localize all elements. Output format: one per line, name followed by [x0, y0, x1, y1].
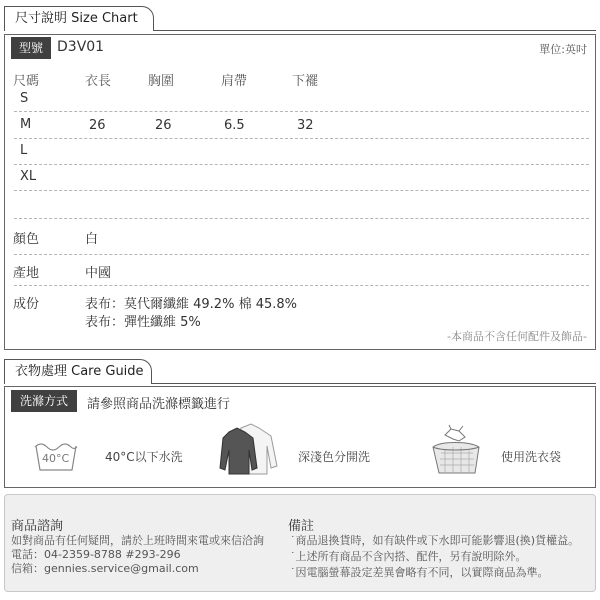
size-chart-title: 尺寸說明 Size Chart: [15, 11, 138, 26]
note-item: ˙因電腦螢幕設定差異會略有不同，以實際商品為準。: [290, 566, 549, 579]
unit-label: 單位:英吋: [539, 43, 587, 56]
size-m-hem: 32: [297, 118, 314, 133]
color-label: 顏色: [13, 232, 40, 247]
email-text: 信箱：gennies.service@gmail.com: [11, 562, 199, 575]
accessory-note: -本商品不含任何配件及飾品-: [447, 330, 587, 343]
row-divider: [14, 138, 589, 139]
material-line-2: 表布：彈性纖維 5%: [85, 315, 201, 330]
wash-temp-text: 40°C: [42, 452, 70, 465]
size-m-strap: 6.5: [224, 118, 245, 133]
care-item-bag-text: 使用洗衣袋: [501, 450, 562, 464]
size-m-length: 26: [89, 118, 106, 133]
size-chart-tab: [4, 6, 154, 31]
origin-label: 產地: [13, 266, 40, 281]
row-divider: [14, 285, 589, 286]
size-row-l-label: L: [20, 143, 28, 158]
size-chart-box: [4, 34, 596, 350]
care-guide-tab: [4, 359, 152, 384]
model-value: D3V01: [57, 39, 105, 55]
row-divider: [14, 190, 589, 191]
model-label: 型號: [11, 37, 51, 59]
wash-40c-icon: [33, 439, 79, 473]
laundry-bag-icon: [429, 423, 483, 477]
row-divider: [14, 164, 589, 165]
wash-instruction: 請參照商品洗滌標籤進行: [87, 397, 231, 412]
row-divider: [14, 218, 589, 219]
note-item: ˙商品退換貨時，如有缺件或下水即可能影響退(換)貨權益。: [290, 534, 580, 547]
col-header-length: 衣長: [85, 74, 112, 89]
shirt-icon: [219, 422, 281, 476]
material-line-1: 表布：莫代爾纖維 49.2% 棉 45.8%: [85, 297, 297, 312]
phone-text: 電話：04-2359-8788 #293-296: [11, 548, 181, 561]
col-header-size: 尺碼: [13, 74, 40, 89]
care-item-separate-text: 深淺色分開洗: [298, 450, 371, 464]
size-row-xl-label: XL: [20, 169, 37, 184]
size-row-m-label: M: [20, 117, 32, 132]
size-m-chest: 26: [155, 118, 172, 133]
origin-value: 中國: [85, 266, 112, 281]
row-divider: [14, 111, 589, 112]
inquiry-title: 商品諮詢: [11, 519, 64, 534]
care-item-wash-text: 40°C以下水洗: [105, 450, 183, 464]
care-guide-title: 衣物處理 Care Guide: [15, 364, 144, 379]
info-panel: [4, 494, 596, 592]
col-header-hem: 下襬: [292, 74, 319, 89]
col-header-strap: 肩帶: [221, 74, 248, 89]
row-divider: [14, 254, 589, 255]
material-label: 成份: [13, 297, 40, 312]
wash-method-label: 洗滌方式: [11, 390, 77, 412]
care-guide-box: [4, 386, 596, 488]
size-row-s-label: S: [20, 91, 29, 106]
col-header-chest: 胸圍: [148, 74, 175, 89]
note-item: ˙上述所有商品不含內搭、配件，另有說明除外。: [290, 550, 527, 563]
inquiry-text: 如對商品有任何疑問，請於上班時間來電或來信洽詢: [11, 534, 264, 547]
color-value: 白: [85, 232, 99, 247]
notes-title: 備註: [288, 519, 315, 534]
